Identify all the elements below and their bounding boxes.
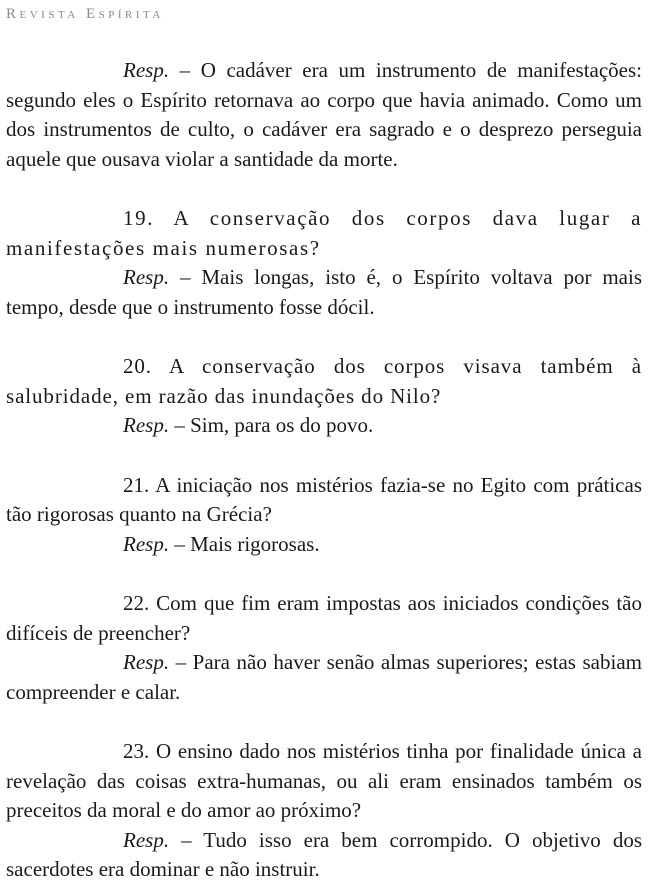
answer-paragraph [6, 530, 642, 560]
paragraph-gap [6, 174, 642, 204]
answer-label: Resp. [123, 650, 170, 674]
answer-label: Resp. [123, 58, 170, 82]
paragraph-gap [6, 322, 642, 352]
question-paragraph: 20. A conservação dos corpos visava também à salubridade, em razão das inundações do Nilo? [6, 354, 642, 408]
answer-text: – Mais rigorosas. [169, 531, 320, 556]
question-paragraph: 21. A iniciação nos mistérios fazia-se no Egito com práticas tão rigorosas quanto na Grécia? [6, 472, 642, 526]
answer-paragraph [6, 648, 642, 707]
answer-label: Resp. [123, 531, 170, 556]
body-text [6, 56, 642, 885]
paragraph-gap [6, 441, 642, 471]
answer-label: Resp. [123, 827, 170, 852]
answer-label: Resp. [123, 265, 170, 289]
answer-text: – Tudo isso era bem corrompido. O objetivo dos sacerdotes era dominar e não instruir. [6, 827, 642, 881]
answer-text: – Para não haver senão almas superiores; estas sabiam compreender e calar. [6, 650, 642, 704]
question-paragraph: 19. A conservação dos corpos dava lugar a manifestações mais numerosas? [6, 206, 642, 260]
paragraph-gap [6, 707, 642, 737]
answer-label: Resp. [123, 413, 170, 437]
answer-text: – O cadáver era um instrumento de manifestações: segundo eles o Espírito retornava ao corpo que havia animado. Como um dos instrumentos de culto, o cadáver era sagrado e o desprezo perseguia aquele que ousava violar a santidade da morte. [6, 58, 642, 171]
running-header: Revista Espírita [6, 6, 164, 22]
question-paragraph: 23. O ensino dado nos mistérios tinha por finalidade única a revelação das coisas extra-humanas, ou ali eram ensinados também os preceitos da moral e do amor ao próximo? [6, 739, 642, 822]
paragraph-gap [6, 559, 642, 589]
answer-text: – Mais longas, isto é, o Espírito voltava por mais tempo, desde que o instrumento fosse dócil. [6, 265, 642, 319]
answer-paragraph [6, 263, 642, 322]
answer-paragraph [6, 826, 642, 885]
answer-paragraph [6, 411, 642, 441]
answer-text: – Sim, para os do povo. [169, 413, 374, 437]
answer-paragraph [6, 56, 642, 174]
question-paragraph: 22. Com que fim eram impostas aos iniciados condições tão difíceis de preencher? [6, 591, 642, 645]
